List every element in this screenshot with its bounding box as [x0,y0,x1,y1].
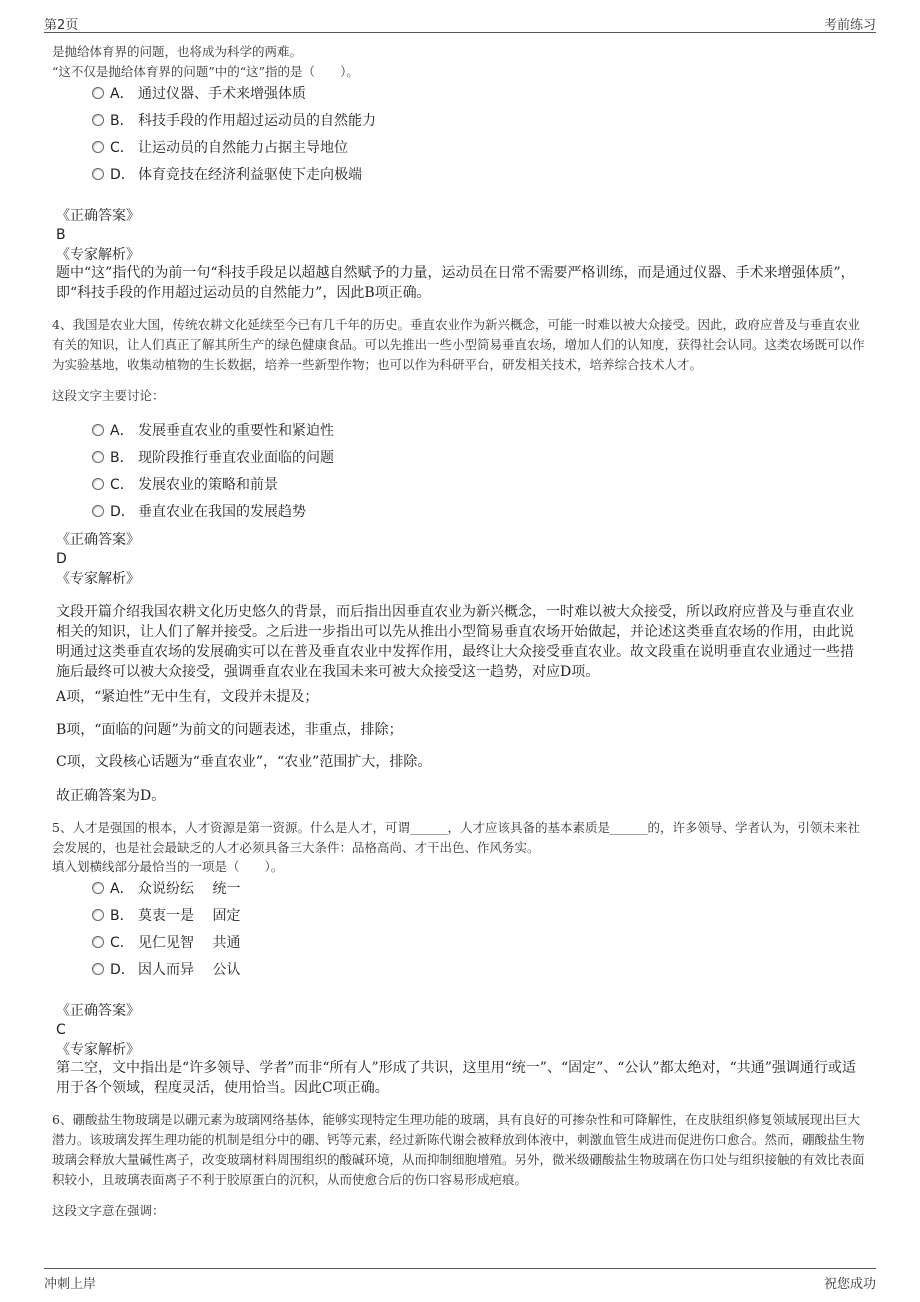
q4-option-d[interactable]: D． 垂直农业在我国的发展趋势 [92,502,306,522]
q3-option-a[interactable]: A． 通过仪器、手术来增强体质 [92,84,306,104]
q3-option-d[interactable]: D． 体育竞技在经济利益驱使下走向极端 [92,165,362,185]
radio-icon[interactable] [92,909,104,921]
q6-stem: 这段文字意在强调： [52,1203,165,1218]
page-header [44,10,876,33]
q4-stem: 这段文字主要讨论： [52,388,165,403]
q5-option-c[interactable]: C． 见仁见智 共通 [92,933,240,953]
q5-analysis-label: 《专家解析》 [56,1042,140,1058]
radio-icon[interactable] [92,478,104,490]
radio-icon[interactable] [92,936,104,948]
q5-answer-label: 《正确答案》 [56,1003,140,1019]
q5-option-b[interactable]: B． 莫衷一是 固定 [92,906,240,926]
header-title: 考前练习 [823,18,876,33]
radio-icon[interactable] [92,505,104,517]
q4-analysis-label: 《专家解析》 [56,571,140,587]
page-footer [44,1268,876,1295]
q5-answer: C [56,1022,66,1038]
q4-answer-label: 《正确答案》 [56,532,140,548]
q4-analysis-conclusion: 故正确答案为D。 [56,788,166,804]
footer-left: 冲刺上岸 [44,1277,97,1292]
q5-stem: 填入划横线部分最恰当的一项是（ ）。 [52,859,284,874]
radio-icon[interactable] [92,141,104,153]
q3-analysis: 题中“这”指代的为前一句“科技手段足以超越自然赋予的力量，运动员在日常不需要严格训练，而是通过仪器、手术来增强体质”，即“科技手段的作用超过运动员的自然能力”，因此B项正确。 [56,265,855,301]
q4-option-c[interactable]: C． 发展农业的策略和前景 [92,475,278,495]
q4-option-a[interactable]: A． 发展垂直农业的重要性和紧迫性 [92,421,334,441]
q3-option-b[interactable]: B． 科技手段的作用超过运动员的自然能力 [92,111,376,131]
q4-analysis-option-a: A项，“紧迫性”无中生有，文段并未提及； [56,689,319,705]
q5-passage: 5、人才是强国的根本，人才资源是第一资源。什么是人才，可谓______，人才应该具备的基本素质是______的，许多领导、学者认为，引领未来社会发展的，也是社会最缺乏的人才必须具备三大条件：品格高尚、才干出色、作风务实。 [52,820,860,855]
radio-icon[interactable] [92,87,104,99]
q4-analysis-option-b: B项，“面临的问题”为前文的问题表述，非重点，排除； [56,722,403,738]
q5-option-d[interactable]: D． 因人而异 公认 [92,960,240,980]
q4-answer: D [56,551,67,567]
radio-icon[interactable] [92,882,104,894]
radio-icon[interactable] [92,424,104,436]
q4-analysis-paragraph: 文段开篇介绍我国农耕文化历史悠久的背景，而后指出因垂直农业为新兴概念，一时难以被大众接受，所以政府应普及与垂直农业相关的知识，让人们了解并接受。之后进一步指出可以先从推出小型简易垂直农场开始做起，并论述这类垂直农场的作用，由此说明通过这类垂直农场的发展确实可以在普及垂直农业中发挥作用，最终让大众接受垂直农业。故文段重在说明垂直农业通过一些措施后最终可以被大众接受，强调垂直农业在我国未来可被大众接受这一趋势，对应D项。 [56,604,854,680]
q3-intro: 是抛给体育界的问题，也将成为科学的两难。 [52,44,303,59]
page-number: 第2页 [44,18,79,33]
q6-passage: 6、硼酸盐生物玻璃是以硼元素为玻璃网络基体，能够实现特定生理功能的玻璃，具有良好的可掺杂性和可降解性，在皮肤组织修复领域展现出巨大潜力。该玻璃发挥生理功能的机制是组分中的硼、钙等元素，经过新陈代谢会被释放到体液中，刺激血管生成进而促进伤口愈合。然而，硼酸盐生物玻璃会释放大量碱性离子，改变玻璃材料周围组织的酸碱环境，从而抑制细胞增殖。另外，微米级硼酸盐生物玻璃在伤口处与组织接触的有效比表面积较小，且玻璃表面离子不利于胶原蛋白的沉积，从而使愈合后的伤口容易形成疤痕。 [52,1112,865,1187]
q5-analysis: 第二空，文中指出是“许多领导、学者”而非“所有人”形成了共识，这里用“统一”、“固定”、“公认”都太绝对，“共通”强调通行或适用于各个领域，程度灵活，使用恰当。因此C项正确。 [56,1060,856,1096]
q3-analysis-label: 《专家解析》 [56,247,140,263]
radio-icon[interactable] [92,963,104,975]
q5-option-a[interactable]: A． 众说纷纭 统一 [92,879,240,899]
q4-option-b[interactable]: B． 现阶段推行垂直农业面临的问题 [92,448,334,468]
radio-icon[interactable] [92,168,104,180]
q4-analysis-option-c: C项，文段核心话题为“垂直农业”，“农业”范围扩大，排除。 [56,754,432,770]
radio-icon[interactable] [92,451,104,463]
radio-icon[interactable] [92,114,104,126]
q4-passage: 4、我国是农业大国，传统农耕文化延续至今已有几千年的历史。垂直农业作为新兴概念，可能一时难以被大众接受。因此，政府应普及与垂直农业有关的知识，让人们真正了解其所生产的绿色健康食品。可以先推出一些小型简易垂直农场，增加人们的认知度，获得社会认同。这类农场既可以作为实验基地，收集动植物的生长数据，培养一些新型作物；也可以作为科研平台，研发相关技术，培养综合技术人才。 [52,317,865,372]
footer-right: 祝您成功 [823,1277,876,1292]
q3-option-c[interactable]: C． 让运动员的自然能力占据主导地位 [92,138,348,158]
q3-answer: B [56,227,66,243]
q3-stem: “这不仅是抛给体育界的问题”中的“这”指的是（ ）。 [52,64,359,79]
q3-answer-label: 《正确答案》 [56,208,140,224]
